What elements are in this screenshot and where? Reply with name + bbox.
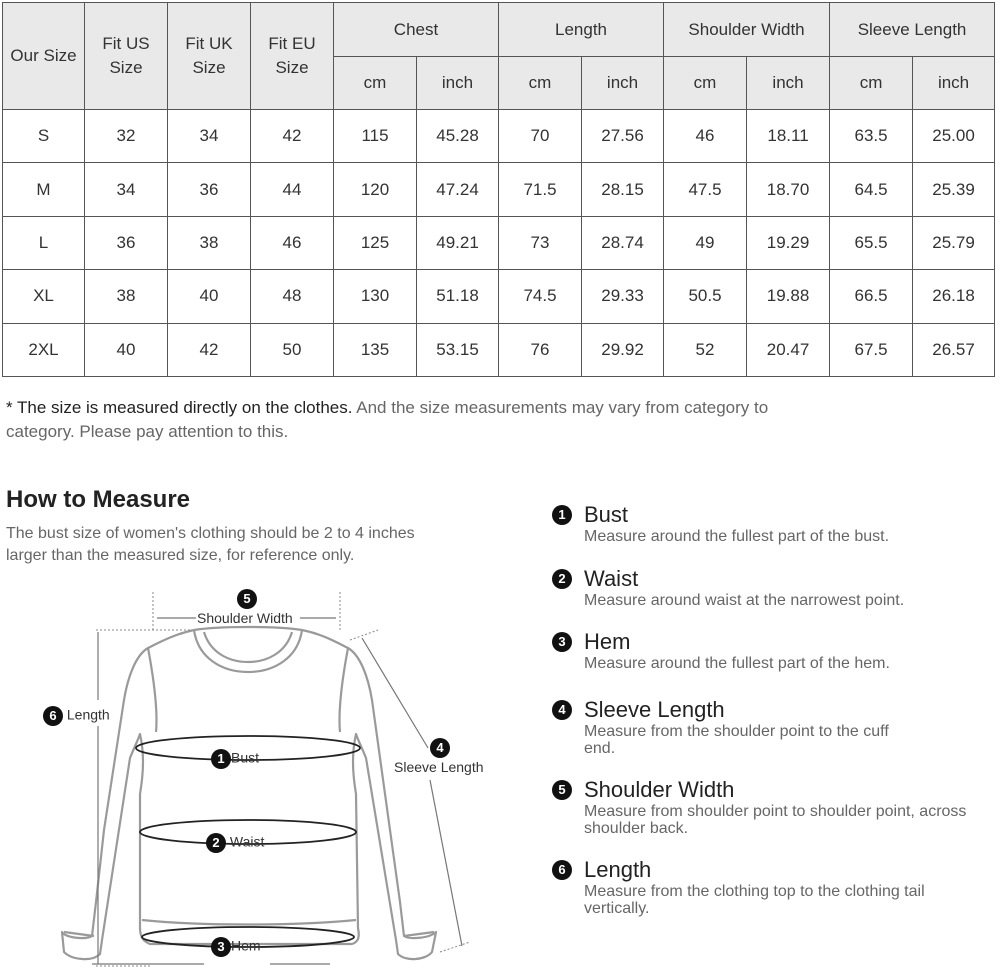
- table-cell: 42: [251, 110, 334, 163]
- table-cell: 19.88: [747, 270, 830, 323]
- table-cell: 20.47: [747, 323, 830, 376]
- header-shoulder-width: Shoulder Width: [664, 3, 830, 57]
- diagram-label-shoulder-width: Shoulder Width: [197, 610, 293, 626]
- legend-title: Hem: [584, 629, 631, 654]
- diagram-label-length: 6 Length: [43, 706, 110, 726]
- size-label-cell: S: [3, 110, 85, 163]
- legend-title: Length: [584, 857, 652, 882]
- table-row: [3, 110, 995, 163]
- table-cell: 29.33: [582, 270, 664, 323]
- table-cell: 40: [85, 323, 168, 376]
- legend-badge: 4: [552, 700, 572, 720]
- unit-header: cm: [499, 57, 582, 110]
- table-cell: 40: [168, 270, 251, 323]
- diagram-label-waist: 2 Waist: [206, 833, 264, 853]
- table-cell: 26.18: [913, 270, 995, 323]
- table-cell: 19.29: [747, 216, 830, 269]
- legend-badge: 5: [552, 780, 572, 800]
- table-cell: 64.5: [830, 163, 913, 216]
- table-cell: 130: [334, 270, 417, 323]
- table-cell: 50: [251, 323, 334, 376]
- legend-title: Bust: [584, 502, 629, 527]
- table-cell: 47.5: [664, 163, 747, 216]
- table-cell: 47.24: [417, 163, 499, 216]
- diagram-label-hem: 3 Hem: [211, 937, 261, 957]
- unit-header: inch: [582, 57, 664, 110]
- sweater-diagram: [0, 580, 500, 972]
- table-cell: 50.5: [664, 270, 747, 323]
- header-chest: Chest: [334, 3, 499, 57]
- table-cell: 26.57: [913, 323, 995, 376]
- table-cell: 67.5: [830, 323, 913, 376]
- table-cell: 28.15: [582, 163, 664, 216]
- table-cell: 115: [334, 110, 417, 163]
- table-cell: 28.74: [582, 216, 664, 269]
- table-cell: 34: [168, 110, 251, 163]
- table-cell: 38: [85, 270, 168, 323]
- how-to-measure-description: The bust size of women's clothing should be 2 to 4 inches larger than the measured size, for reference only.: [6, 525, 415, 564]
- unit-header: inch: [747, 57, 830, 110]
- table-cell: 63.5: [830, 110, 913, 163]
- table-cell: 46: [251, 216, 334, 269]
- table-cell: 73: [499, 216, 582, 269]
- header-our-size: Our Size: [3, 3, 85, 110]
- diagram-badge-bust: 1: [211, 749, 231, 769]
- table-row: [3, 323, 995, 376]
- measure-arrows: [92, 618, 462, 964]
- table-cell: 42: [168, 323, 251, 376]
- size-label-cell: M: [3, 163, 85, 216]
- unit-header: cm: [664, 57, 747, 110]
- size-note-text: And the size measurements may vary from category to category. Please pay attention to this.: [6, 398, 769, 441]
- table-cell: 25.00: [913, 110, 995, 163]
- table-cell: 53.15: [417, 323, 499, 376]
- unit-header: cm: [334, 57, 417, 110]
- diagram-label-bust: 1 Bust: [211, 749, 259, 769]
- size-label-cell: XL: [3, 270, 85, 323]
- unit-header: cm: [830, 57, 913, 110]
- legend-badge: 3: [552, 632, 572, 652]
- table-cell: 32: [85, 110, 168, 163]
- legend-badge: 1: [552, 505, 572, 525]
- table-cell: 25.79: [913, 216, 995, 269]
- header-length: Length: [499, 3, 664, 57]
- header-fit-eu: Fit EU Size: [251, 3, 334, 110]
- size-note: [6, 396, 786, 444]
- table-cell: 70: [499, 110, 582, 163]
- table-cell: 25.39: [913, 163, 995, 216]
- size-label-cell: L: [3, 216, 85, 269]
- diagram-label-sleeve-length: Sleeve Length: [394, 759, 484, 775]
- table-cell: 66.5: [830, 270, 913, 323]
- unit-header: inch: [913, 57, 995, 110]
- table-cell: 44: [251, 163, 334, 216]
- table-cell: 18.70: [747, 163, 830, 216]
- diagram-badge-waist: 2: [206, 833, 226, 853]
- legend-desc: Measure from the shoulder point to the cuff end.: [584, 723, 889, 757]
- table-cell: 29.92: [582, 323, 664, 376]
- table-cell: 71.5: [499, 163, 582, 216]
- diagram-badge-length: 6: [43, 706, 63, 726]
- table-cell: 51.18: [417, 270, 499, 323]
- legend-title: Sleeve Length: [584, 697, 725, 722]
- table-cell: 120: [334, 163, 417, 216]
- legend-title: Waist: [584, 566, 639, 591]
- table-cell: 135: [334, 323, 417, 376]
- table-cell: 36: [85, 216, 168, 269]
- diagram-badge-shoulder: 5: [237, 589, 257, 609]
- table-cell: 45.28: [417, 110, 499, 163]
- header-fit-uk: Fit UK Size: [168, 3, 251, 110]
- size-chart-table: [2, 2, 995, 377]
- diagram-badge-sleeve: 4: [430, 738, 450, 758]
- table-row: [3, 216, 995, 269]
- table-cell: 27.56: [582, 110, 664, 163]
- table-row: [3, 270, 995, 323]
- table-cell: 49: [664, 216, 747, 269]
- sweater-outline: [62, 627, 436, 959]
- size-table-body: [3, 110, 995, 377]
- table-cell: 46: [664, 110, 747, 163]
- legend-desc: Measure from shoulder point to shoulder point, across shoulder back.: [584, 803, 967, 837]
- legend-desc: Measure around the fullest part of the bust.: [584, 528, 890, 545]
- legend-badge: 6: [552, 860, 572, 880]
- legend-desc: Measure from the clothing top to the clothing tail vertically.: [584, 883, 925, 917]
- legend-desc: Measure around waist at the narrowest point.: [584, 592, 905, 609]
- header-fit-us: Fit US Size: [85, 3, 168, 110]
- table-cell: 52: [664, 323, 747, 376]
- diagram-badge-hem: 3: [211, 937, 231, 957]
- unit-header: inch: [417, 57, 499, 110]
- table-cell: 125: [334, 216, 417, 269]
- table-cell: 34: [85, 163, 168, 216]
- table-row: [3, 163, 995, 216]
- legend-badge: 2: [552, 569, 572, 589]
- legend-desc: Measure around the fullest part of the hem.: [584, 655, 890, 672]
- size-note-emphasis: * The size is measured directly on the clothes.: [6, 398, 353, 417]
- legend-title: Shoulder Width: [584, 777, 735, 802]
- size-label-cell: 2XL: [3, 323, 85, 376]
- table-cell: 38: [168, 216, 251, 269]
- table-cell: 48: [251, 270, 334, 323]
- table-cell: 49.21: [417, 216, 499, 269]
- table-cell: 36: [168, 163, 251, 216]
- table-cell: 65.5: [830, 216, 913, 269]
- table-cell: 74.5: [499, 270, 582, 323]
- how-to-measure-title: How to Measure: [6, 486, 191, 513]
- table-cell: 76: [499, 323, 582, 376]
- table-cell: 18.11: [747, 110, 830, 163]
- header-sleeve-length: Sleeve Length: [830, 3, 995, 57]
